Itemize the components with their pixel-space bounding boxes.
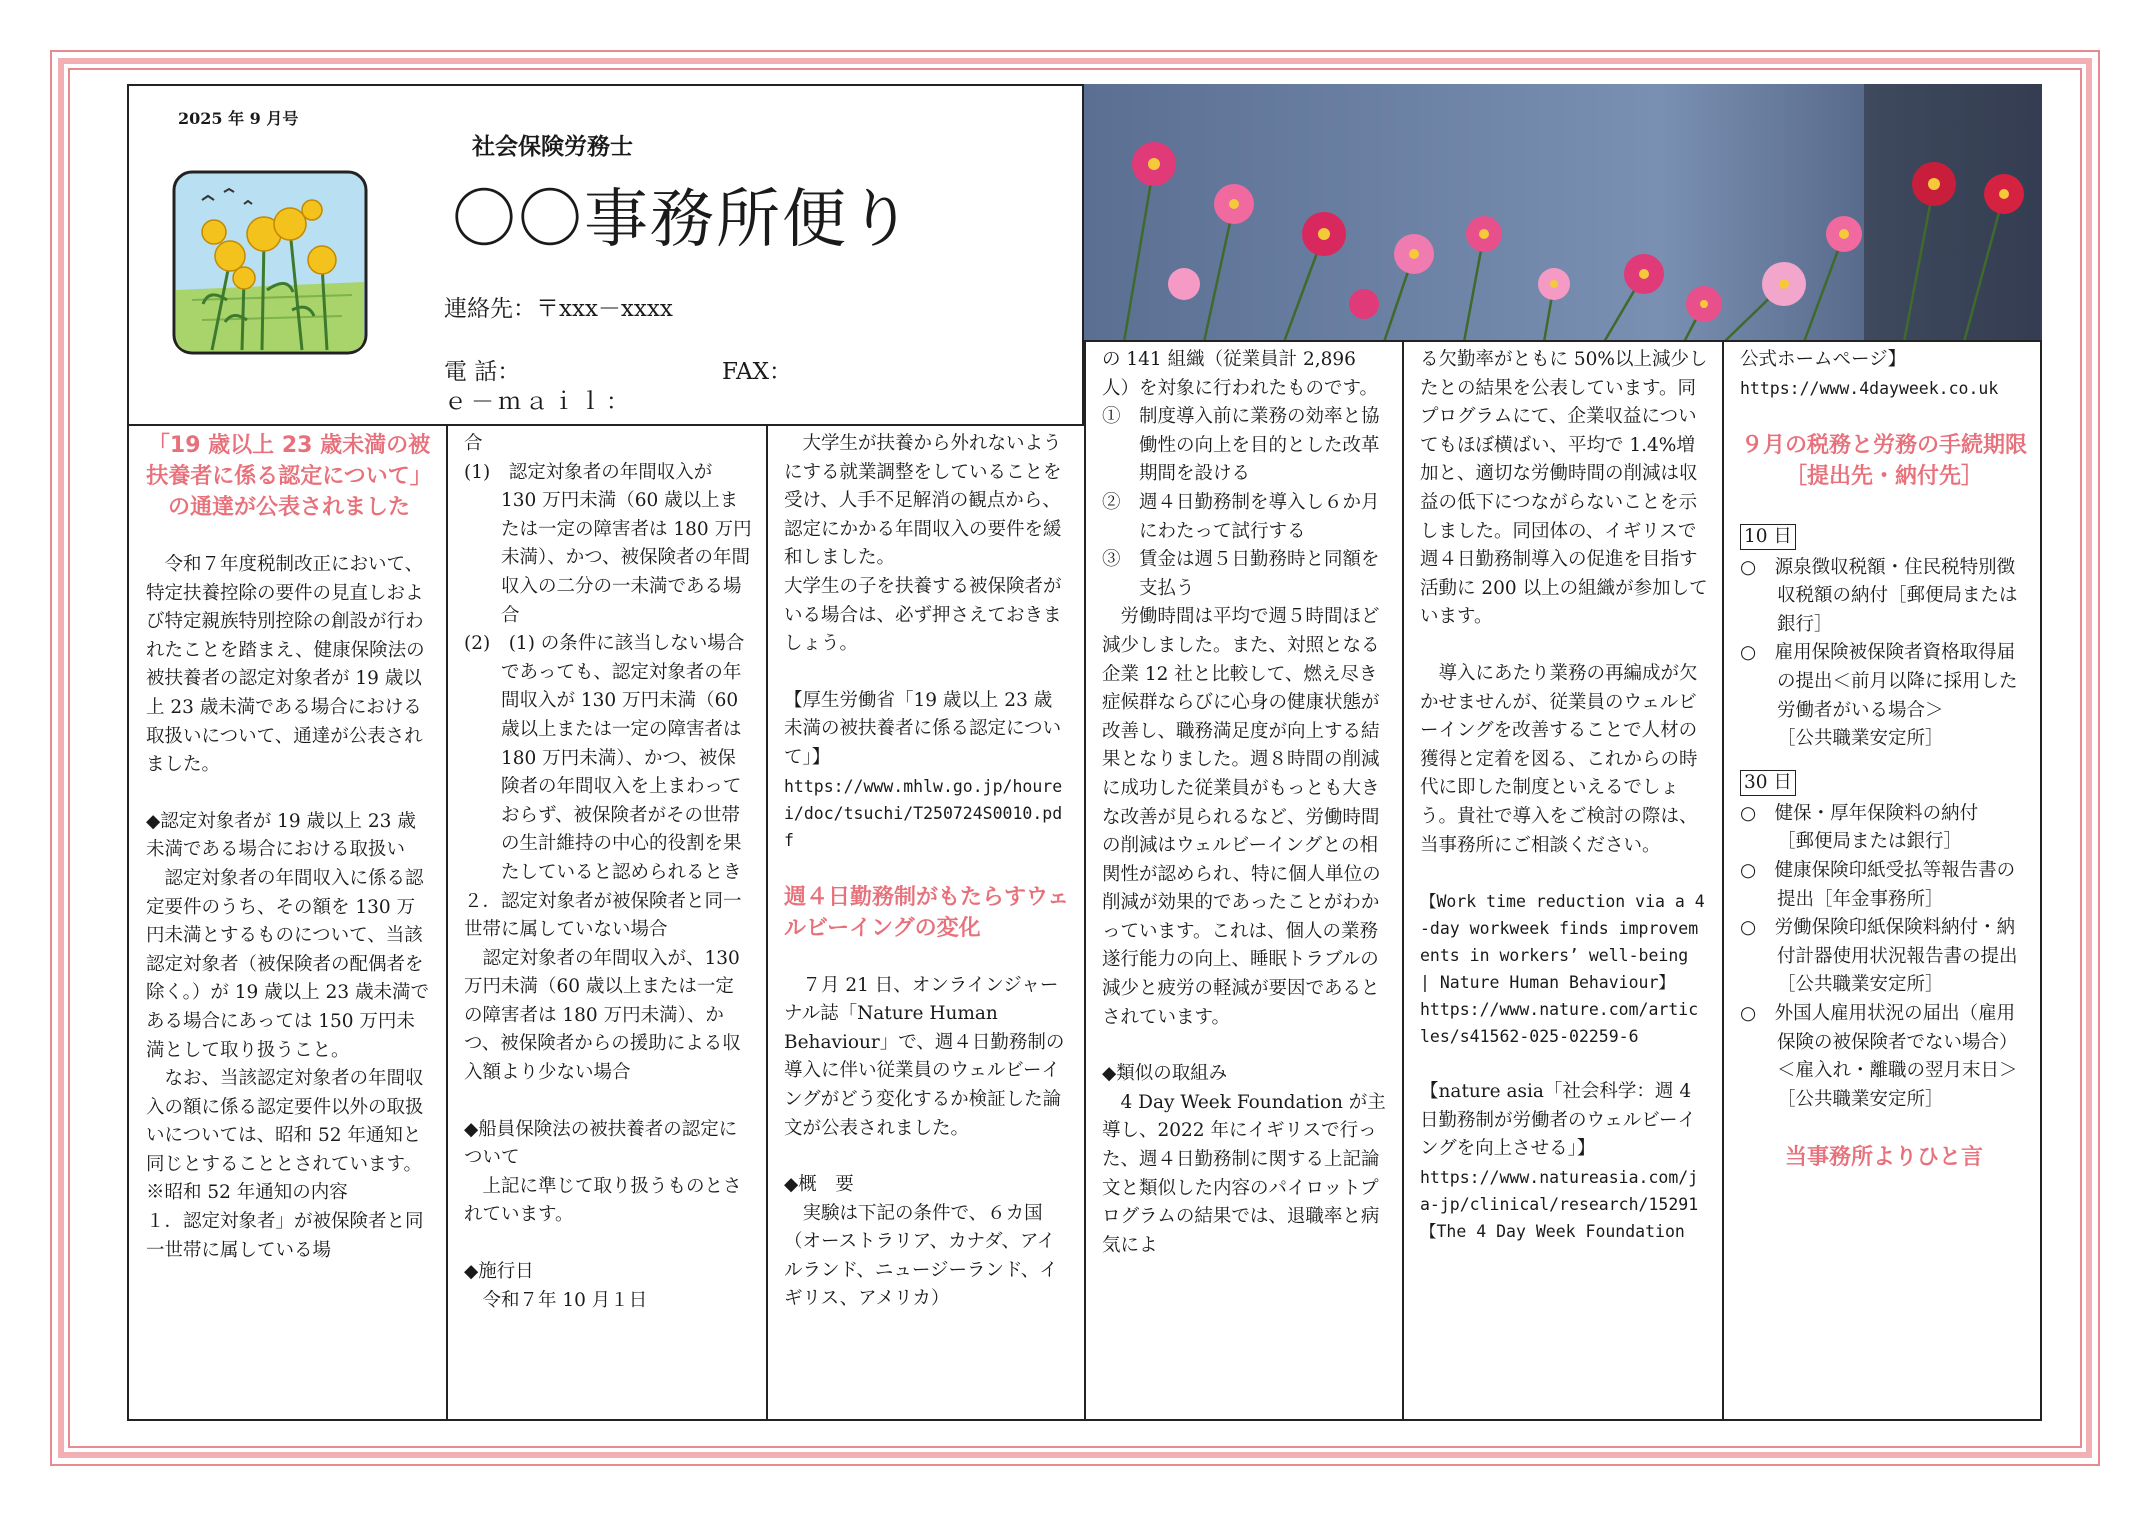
reference: 【厚生労働省「19 歳以上 23 歳未満の被扶養者に係る認定について」】 [784,689,1062,768]
deadline-item: ○ 源泉徴収税額・住民税特別徴収税額の納付［郵便局または銀行］ [1740,556,2018,635]
list-item: ② 週４日勤務制を導入し６か月にわたって試行する [1102,491,1380,542]
paragraph: の 141 組織（従業員計 2,896 人）を対象に行われたものです。 [1102,349,1379,399]
contact-address: 連絡先：〒xxx－xxxx [444,296,673,322]
list-item: ③ 賃金は週５日勤務時と同額を支払う [1102,549,1380,599]
paragraph: 合 [464,433,483,454]
deadline-item: ○ 雇用保険被保険者資格取得届の提出＜前月以降に採用した労働者がいる場合＞ [1740,642,2018,721]
column-divider [1084,342,1086,1421]
paragraph: ７月 21 日、オンラインジャーナル誌「Nature Human Behaviour」で、週４日勤務制の導入に伴い従業員のウェルビーイングがどう変化するか検証した論文が公表されました。 [784,974,1065,1139]
list-item: (1) 認定対象者の年間収入が 130 万円未満（60 歳以上または一定の障害者は 180 万円未満）、かつ、被保険者の年間収入の二分の一未満である場合 [464,461,752,626]
deadline-item-office: ［公共職業安定所］ [1777,728,1944,750]
column-4 [1102,346,1388,1425]
paragraph: 4 Day Week Foundation が主導し、2022 年にイギリスで行った、週４日勤務制に関する上記論文と類似した内容のパイロットプログラムの結果では、退職率と病気によ [1102,1091,1386,1256]
column-divider [1722,342,1724,1421]
newsletter-title: 〇〇事務所便り [452,183,914,257]
deadline-item: ○ 健康保険印紙受払等報告書の提出［年金事務所］ [1740,859,2016,910]
section-heading: ◆施行日 [464,1261,534,1283]
list-item: ① 制度導入前に業務の効率と協働性の向上を目的とした改革期間を設ける [1102,406,1380,485]
cosmos-photo-icon [1084,84,2042,342]
reference-url[interactable]: https://www.mhlw.go.jp/hourei/doc/tsuchi/T250724S0010.pdf [784,776,1063,850]
contact-phone: 電 話： [444,359,521,385]
section-heading: ◆船員保険法の被扶養者の認定について [464,1118,738,1169]
paragraph: 大学生が扶養から外れないようにする就業調整をしていることを受け、人手不足解消の観点から、認定にかかる年間収入の要件を緩和しました。 [784,433,1062,569]
column-divider [446,426,448,1421]
contact-fax: FAX： [722,359,792,385]
cosmos-flower-photo [1084,84,2042,342]
paragraph: 大学生の子を扶養する被保険者がいる場合は、必ず押さえておきましょう。 [784,575,1062,655]
section-heading: ◆類似の取組み [1102,1063,1228,1085]
column-divider [766,426,768,1421]
deadline-item-office: ［公共職業安定所］ [1777,1088,1944,1110]
contact-email: ｅ－ｍａｉｌ： [444,389,633,415]
column-1 [146,430,432,1425]
paragraph: 実験は下記の条件で、６カ国（オーストラリア、カナダ、アイルランド、ニュージーランド、イギリス、アメリカ） [784,1202,1058,1310]
paragraph: ２．認定対象者が被保険者と同一世帯に属していない場合 [464,890,742,941]
deadline-item: ○ 健保・厚年保険料の納付 [1740,802,1979,824]
newsletter-subtitle: 社会保険労務士 [472,133,633,160]
article-heading: 「19 歳以上 23 歳未満の被扶養者に係る認定について」の通達が公表されました [146,433,432,520]
column-divider [1402,342,1404,1421]
section-heading: ◆概 要 [784,1174,854,1196]
article-heading: 週４日勤務制がもたらすウェルビーイングの変化 [784,884,1070,941]
paragraph: 令和７年 10 月１日 [482,1289,648,1311]
list-item: (2) (1) の条件に該当しない場合であっても、認定対象者の年間収入が 130 万円未満（60 歳以上または一定の障害者は 180 万円未満）、かつ、被保険者の年間収入を上まわっておらず、被保険者がその世帯の生計維持の中心的役割を果たしていると認められるとき [464,633,745,883]
deadline-item: ○ 外国人雇用状況の届出（雇用保険の被保険者でない場合）＜雇入れ・離職の翌月末日＞ [1740,1002,2018,1082]
reference-url[interactable]: https://www.nature.com/articles/s41562-025-02259-6 [1420,1000,1699,1047]
paragraph: 導入にあたり業務の再編成が欠かせませんが、従業員のウェルビーイングを改善することで人材の獲得と定着を図る、これからの時代に即した制度といえるでしょう。貴社で導入をご検討の際は、当事務所にご相談ください。 [1420,662,1698,856]
reference-url[interactable]: https://www.4dayweek.co.uk [1740,378,1999,398]
column-3 [784,430,1070,1425]
deadline-item-office: ［郵便局または銀行］ [1777,831,1963,853]
paragraph: 認定対象者の年間収入に係る認定要件のうち、その額を 130 万円未満とするものについて、当該認定対象者（被保険者の配偶者を除く。）が 19 歳以上 23 歳未満である場合にあっては 150 万円未満として取り扱うこと。 [146,867,429,1061]
reference-url[interactable]: https://www.natureasia.com/ja-jp/clinical/research/15291 [1420,1167,1699,1214]
issue-date: 2025 年 9 月号 [178,109,299,128]
paragraph: なお、当該認定対象者の年間収入の額に係る認定要件以外の取扱いについては、昭和 52 年通知と同じとすることとされています。 [146,1068,424,1175]
paragraph: る欠勤率がともに 50%以上減少したとの結果を公表しています。同プログラムにて、企業収益についてもほぼ横ばい、平均で 1.4%増加と、適切な労働時間の削減は収益の低下につながらないことを示しました。同団体の、イギリスで週４日勤務制導入の促進を目指す活動に 200 以上の組織が参加しています。 [1420,349,1708,628]
paragraph: 認定対象者の年間収入が、130 万円未満（60 歳以上または一定の障害者は 180 万円未満）、かつ、被保険者からの援助による収入額より少ない場合 [464,947,741,1084]
reference: 【The 4 Day Week Foundation [1420,1221,1685,1241]
paragraph: 令和７年度税制改正において、特定扶養控除の要件の見直しおよび特定親族特別控除の創設が行われたことを踏まえ、健康保険法の被扶養者の認定対象者が 19 歳以上 23 歳未満である場合における取扱いについて、通達が公表されました。 [146,554,425,776]
calendar-heading: ９月の税務と労務の手続期限［提出先・納付先］ [1740,432,2027,489]
column-5 [1420,346,1708,1425]
office-message-heading: 当事務所よりひと言 [1784,1145,1983,1171]
column-2 [464,430,752,1425]
paragraph: 労働時間は平均で週５時間ほど減少しました。また、対照となる企業 12 社と比較して、燃え尽き症候群ならびに心身の健康状態が改善し、職務満足度が向上する結果となりました。週８時間の削減に成功した従業員がもっとも大きな改善が見られるなど、労働時間の削減はウェルビーイングとの相関性が認められ、特に個人単位の削減が効果的であったことがわかっています。これは、個人の業務遂行能力の向上、睡眠トラブルの減少と疲労の軽減が要因であるとされています。 [1102,606,1381,1028]
deadline-day-label: 30 日 [1740,770,1796,796]
deadline-item: ○ 労働保険印紙保険料納付・納付計器使用状況報告書の提出［公共職業安定所］ [1740,917,2018,996]
dandelion-illustration-icon [172,170,368,355]
column-6 [1740,346,2028,1425]
paragraph: ※昭和 52 年通知の内容 [146,1182,348,1204]
paragraph: １．認定対象者」が被保険者と同一世帯に属している場 [146,1211,424,1261]
paragraph: 上記に準じて取り扱うものとされています。 [464,1175,742,1226]
reference: 【nature asia「社会科学：週 4 日勤務制が労働者のウェルビーイングを向上させる」】 [1420,1081,1697,1160]
reference: 公式ホームページ】 [1740,349,1907,370]
deadline-day-label: 10 日 [1740,524,1796,550]
reference: 【Work time reduction via a 4-day workweek finds improvements in workers’ well-being | Nature Human Behaviour】 [1420,892,1705,993]
section-heading: ◆認定対象者が 19 歳以上 23 歳未満である場合における取扱い [146,810,416,861]
